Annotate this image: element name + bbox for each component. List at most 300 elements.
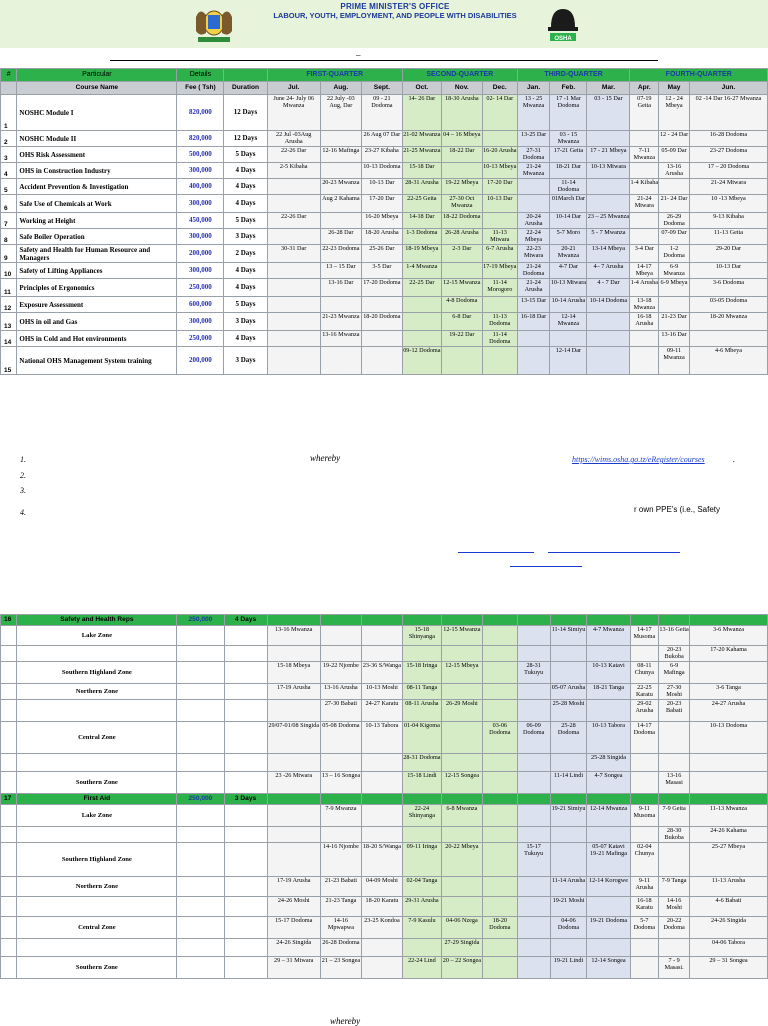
schedule-cell — [587, 347, 630, 375]
row-number — [1, 805, 17, 827]
schedule-cell: 13-16 Masasi — [659, 772, 690, 794]
schedule-cell — [482, 877, 517, 897]
schedule-cell: 20 – 22 Songea — [441, 957, 482, 979]
course-fee: 600,000 — [177, 297, 224, 313]
schedule-cell: 3-4 Dar — [630, 245, 659, 263]
schedule-cell: 02-04 Tanga — [402, 877, 441, 897]
schedule-cell — [587, 897, 630, 917]
zone-fee — [177, 805, 224, 827]
schedule-cell — [482, 772, 517, 794]
column-header: Jan. — [517, 82, 550, 95]
schedule-cell — [482, 347, 517, 375]
schedule-cell — [587, 615, 630, 626]
schedule-cell — [689, 754, 767, 772]
zone-fee — [177, 827, 224, 843]
zone-row — [1, 700, 768, 722]
schedule-cell — [441, 163, 482, 179]
schedule-cell: 18-20 Karatu — [361, 897, 402, 917]
schedule-cell: 23-27 Kibaha — [361, 147, 402, 163]
schedule-cell — [517, 646, 550, 662]
schedule-cell: 09-12 Dodoma — [402, 347, 441, 375]
schedule-cell: 1-3 Dodoma — [402, 229, 441, 245]
schedule-cell: 5 - 7 Mwanza — [587, 229, 630, 245]
note-2-number: 2. — [20, 471, 26, 480]
schedule-cell: 4– 7 Arusha — [587, 263, 630, 279]
schedule-cell: 22-26 Dar — [267, 213, 320, 229]
schedule-cell — [659, 297, 690, 313]
zone-row — [1, 843, 768, 877]
schedule-cell — [517, 331, 550, 347]
schedule-cell — [587, 827, 630, 843]
section-fee: 250,000 — [177, 794, 224, 805]
schedule-cell — [587, 794, 630, 805]
schedule-cell: 2-5 Kibaha — [267, 163, 320, 179]
schedule-cell: 3-6 Tanga — [689, 684, 767, 700]
zone-duration — [224, 772, 267, 794]
schedule-cell: 9-11 Arusha — [630, 877, 659, 897]
schedule-cell: 10-13 Mbeya — [482, 163, 517, 179]
schedule-cell: 25-28 Moshi — [550, 700, 587, 722]
link-underline — [458, 552, 534, 553]
schedule-cell: 16-20 Arusha — [482, 147, 517, 163]
zone-fee — [177, 877, 224, 897]
schedule-cell: 15-18 Dar — [402, 163, 441, 179]
zone-fee — [177, 646, 224, 662]
zone-duration — [224, 722, 267, 754]
schedule-cell: 07-19 Geita — [630, 95, 659, 131]
zone-duration — [224, 917, 267, 939]
zone-row — [1, 897, 768, 917]
schedule-cell: 19-21 Simiyu — [550, 805, 587, 827]
schedule-cell: 04-06 Dodoma — [550, 917, 587, 939]
row-number — [1, 827, 17, 843]
schedule-cell — [659, 179, 690, 195]
schedule-cell — [320, 347, 361, 375]
course-fee: 300,000 — [177, 313, 224, 331]
zone-fee — [177, 917, 224, 939]
course-row — [1, 245, 768, 263]
zone-row — [1, 939, 768, 957]
schedule-cell — [267, 827, 320, 843]
schedule-cell — [517, 195, 550, 213]
schedule-cell — [361, 646, 402, 662]
schedule-cell — [320, 213, 361, 229]
row-number — [1, 772, 17, 794]
schedule-cell — [482, 754, 517, 772]
schedule-cell: 22-23 Mtwara — [517, 245, 550, 263]
section-duration: 4 Days — [224, 615, 267, 626]
schedule-cell: 14- 26 Dar — [402, 95, 441, 131]
schedule-cell: 15-18 Mbeya — [267, 662, 320, 684]
schedule-cell: 14-17 Dodoma — [630, 722, 659, 754]
schedule-cell: 17-20 Dodoma — [361, 279, 402, 297]
schedule-cell: 16-28 Dodoma — [689, 131, 767, 147]
schedule-cell: 3-6 Dodoma — [689, 279, 767, 297]
schedule-cell: 29-31 Arusha — [402, 897, 441, 917]
letterhead — [0, 0, 768, 48]
row-number: 7 — [1, 213, 17, 229]
schedule-cell: 08-11 Arusha — [402, 700, 441, 722]
course-row — [1, 297, 768, 313]
schedule-cell: 28-31 Dodoma — [402, 754, 441, 772]
row-number — [1, 626, 17, 646]
zone-name: Central Zone — [17, 722, 177, 754]
schedule-cell: 11-14 Arusha — [550, 877, 587, 897]
schedule-cell: 23-36 S/Wanga — [361, 662, 402, 684]
section-number: 17 — [1, 794, 17, 805]
course-duration: 3 Days — [224, 313, 267, 331]
schedule-cell — [659, 754, 690, 772]
schedule-cell — [482, 615, 517, 626]
zone-row — [1, 827, 768, 843]
schedule-cell — [517, 754, 550, 772]
schedule-cell: 29 – 31 Songea — [689, 957, 767, 979]
schedule-cell — [361, 331, 402, 347]
column-header: Course Name — [17, 82, 177, 95]
schedule-cell: 27-30 Moshi — [659, 684, 690, 700]
schedule-cell — [630, 163, 659, 179]
schedule-cell: 13-18 Mwanza — [630, 297, 659, 313]
schedule-cell: 28-31 Arusha — [402, 179, 441, 195]
zone-fee — [177, 722, 224, 754]
schedule-cell: 9-13 Kibaha — [689, 213, 767, 229]
schedule-cell: 12-16 Mafinga — [320, 147, 361, 163]
footer-text: whereby — [330, 1016, 361, 1026]
schedule-cell: 14-17 Mbeya — [630, 263, 659, 279]
zone-name: Lake Zone — [17, 626, 177, 646]
schedule-cell: 14-16 Njombe — [320, 843, 361, 877]
schedule-cell: 4-6 Babati — [689, 897, 767, 917]
row-number — [1, 897, 17, 917]
schedule-cell — [482, 897, 517, 917]
schedule-cell — [320, 827, 361, 843]
course-row — [1, 131, 768, 147]
schedule-cell — [517, 347, 550, 375]
column-header: Oct. — [402, 82, 441, 95]
schedule-cell: 11-13 Dodoma — [482, 313, 517, 331]
schedule-cell: 03-06 Dodoma — [482, 722, 517, 754]
schedule-cell: 6-8 Dar — [441, 313, 482, 331]
schedule-cell — [482, 662, 517, 684]
schedule-cell — [482, 297, 517, 313]
course-name: OHS in oil and Gas — [17, 313, 177, 331]
schedule-cell: 9-11 Musoma — [630, 805, 659, 827]
row-number — [1, 917, 17, 939]
schedule-cell — [517, 626, 550, 646]
schedule-cell: 21-24 Mtwara — [630, 195, 659, 213]
schedule-cell: 15-18 Lindi — [402, 772, 441, 794]
schedule-cell: 7-9 Mwanza — [320, 805, 361, 827]
second-quarter-header: SECOND-QUARTER — [402, 69, 517, 82]
zone-duration — [224, 684, 267, 700]
section-fee: 250,000 — [177, 615, 224, 626]
schedule-cell: 17-20 Dar — [361, 195, 402, 213]
row-number: 12 — [1, 297, 17, 313]
schedule-cell: 14-16 Mpwapwa — [320, 917, 361, 939]
column-header: Jun. — [689, 82, 767, 95]
schedule-cell: 11-14 Dodoma — [482, 331, 517, 347]
schedule-cell — [267, 331, 320, 347]
course-fee: 250,000 — [177, 331, 224, 347]
schedule-cell — [361, 827, 402, 843]
schedule-cell — [320, 794, 361, 805]
zone-name — [17, 939, 177, 957]
schedule-cell: 22-26 Dar — [267, 147, 320, 163]
schedule-cell: 1-4 Mwanza — [402, 263, 441, 279]
schedule-cell — [361, 347, 402, 375]
zone-name: Southern Zone — [17, 772, 177, 794]
schedule-cell: 22 Jul -03Aug Arusha — [267, 131, 320, 147]
column-header: Aug. — [320, 82, 361, 95]
eregister-link[interactable]: https://wims.osha.go.tz/eRegister/courses — [572, 455, 705, 464]
column-header-row — [1, 82, 768, 95]
zone-name: Lake Zone — [17, 805, 177, 827]
schedule-cell — [482, 646, 517, 662]
schedule-cell — [361, 626, 402, 646]
row-number — [1, 722, 17, 754]
course-row — [1, 347, 768, 375]
schedule-cell: 22 July -03 Aug, Dar — [320, 95, 361, 131]
link-underline — [548, 552, 680, 553]
schedule-cell — [482, 805, 517, 827]
schedule-cell: 27-30 Babati — [320, 700, 361, 722]
schedule-cell: 17-19 Mbeya — [482, 263, 517, 279]
zone-name — [17, 897, 177, 917]
schedule-cell — [517, 700, 550, 722]
schedule-cell — [441, 646, 482, 662]
row-number: 13 — [1, 313, 17, 331]
schedule-cell: 16-20 Mbeya — [361, 213, 402, 229]
course-fee: 200,000 — [177, 347, 224, 375]
schedule-cell: 15-18 Shinyanga — [402, 626, 441, 646]
zone-duration — [224, 897, 267, 917]
course-row — [1, 331, 768, 347]
schedule-cell: 13-16 Arusha — [320, 684, 361, 700]
row-number: 10 — [1, 263, 17, 279]
first-quarter-header: FIRST-QUARTER — [267, 69, 402, 82]
schedule-cell: 21-02 Mwanza — [402, 131, 441, 147]
zone-row — [1, 957, 768, 979]
schedule-cell: 22-25 Dar — [402, 279, 441, 297]
schedule-cell: 17 -1 Mar Dodoma — [550, 95, 587, 131]
schedule-cell: 05-07 Katavi 19-21 Mafinga — [587, 843, 630, 877]
row-number — [1, 939, 17, 957]
schedule-cell: 11-14 Lindi — [550, 772, 587, 794]
zone-duration — [224, 700, 267, 722]
course-row — [1, 95, 768, 131]
schedule-cell: 25-28 Singida — [587, 754, 630, 772]
zone-name: Southern Zone — [17, 957, 177, 979]
schedule-cell: 06-09 Dodoma — [517, 722, 550, 754]
row-number: 9 — [1, 245, 17, 263]
zone-duration — [224, 805, 267, 827]
course-fee: 300,000 — [177, 163, 224, 179]
schedule-cell — [659, 722, 690, 754]
schedule-cell — [402, 331, 441, 347]
schedule-cell: 21-24 Mwanza — [517, 163, 550, 179]
schedule-cell: 21- 24 Dar — [659, 195, 690, 213]
schedule-cell: 1-4 Arusha — [630, 279, 659, 297]
zone-row — [1, 722, 768, 754]
schedule-cell — [550, 615, 587, 626]
schedule-cell — [517, 615, 550, 626]
course-name: Safe Boiler Operation — [17, 229, 177, 245]
schedule-cell — [267, 179, 320, 195]
column-header: Dec. — [482, 82, 517, 95]
schedule-cell — [517, 917, 550, 939]
schedule-cell: 01March Dar — [550, 195, 587, 213]
course-name: OHS in Cold and Hot environments — [17, 331, 177, 347]
zone-duration — [224, 957, 267, 979]
column-header: Sept. — [361, 82, 402, 95]
course-name: Safety of Lifting Appliances — [17, 263, 177, 279]
schedule-cell: 27-31 Dodoma — [517, 147, 550, 163]
zone-row — [1, 662, 768, 684]
zone-name — [17, 646, 177, 662]
schedule-cell: 12-15 Mbeya — [441, 662, 482, 684]
schedule-cell: 23-25 Kondoa — [361, 917, 402, 939]
schedule-cell: 18-20 S/Wanga — [361, 843, 402, 877]
zonal-schedule-table — [0, 614, 768, 979]
schedule-cell: 12 - 24 Mbeya — [659, 95, 690, 131]
course-duration: 3 Days — [224, 347, 267, 375]
schedule-cell — [517, 939, 550, 957]
course-duration: 5 Days — [224, 297, 267, 313]
row-number: 6 — [1, 195, 17, 213]
third-quarter-header: THIRD-QUARTER — [517, 69, 630, 82]
schedule-cell: 6-7 Arusha — [482, 245, 517, 263]
zone-name: Southern Highland Zone — [17, 662, 177, 684]
schedule-cell: 04-06 Nzega — [441, 917, 482, 939]
schedule-cell — [659, 615, 690, 626]
schedule-cell: 7-9 Tanga — [659, 877, 690, 897]
schedule-cell: 18-20 Dodoma — [361, 313, 402, 331]
schedule-cell: 29/07-01/08 Singida — [267, 722, 320, 754]
schedule-cell: 20-21 Mwanza — [550, 245, 587, 263]
schedule-cell — [517, 877, 550, 897]
schedule-cell: 15-17 Dodoma — [267, 917, 320, 939]
schedule-cell: 04-06 Tabora — [689, 939, 767, 957]
zone-name: Southern Highland Zone — [17, 843, 177, 877]
schedule-cell: 22-24 Shinyanga — [402, 805, 441, 827]
course-name: OHS Risk Assessment — [17, 147, 177, 163]
schedule-cell — [267, 229, 320, 245]
schedule-cell: 11-13 Mwanza — [689, 805, 767, 827]
schedule-cell: 11-14 Morogoro — [482, 279, 517, 297]
row-number: 2 — [1, 131, 17, 147]
course-duration: 12 Days — [224, 131, 267, 147]
schedule-cell: 13 - 25 Mwanza — [517, 95, 550, 131]
schedule-cell: 03 - 15 Mwanza — [550, 131, 587, 147]
course-name: OHS in Construction Industry — [17, 163, 177, 179]
schedule-cell: 12-14 Korogwe — [587, 877, 630, 897]
schedule-cell: 21-24 Mtwara — [689, 179, 767, 195]
schedule-cell — [689, 662, 767, 684]
zone-fee — [177, 939, 224, 957]
row-number: 11 — [1, 279, 17, 297]
schedule-cell: 12 - 24 Dar — [659, 131, 690, 147]
zone-duration — [224, 662, 267, 684]
schedule-cell: 24-26 Singida — [267, 939, 320, 957]
schedule-cell — [587, 700, 630, 722]
schedule-cell: 19-22 Dar — [441, 331, 482, 347]
zone-name — [17, 827, 177, 843]
note-1-end: . — [733, 455, 735, 464]
schedule-cell — [659, 843, 690, 877]
schedule-cell: 18-20 Arusha — [361, 229, 402, 245]
schedule-cell: 18-19 Mbeya — [402, 245, 441, 263]
schedule-cell — [630, 347, 659, 375]
schedule-cell: 21-23 Tanga — [320, 897, 361, 917]
row-number — [1, 843, 17, 877]
schedule-cell — [320, 297, 361, 313]
schedule-cell: 13-16 Dar — [659, 331, 690, 347]
schedule-cell: 10 -13 Mbeya — [689, 195, 767, 213]
zone-row — [1, 754, 768, 772]
course-row — [1, 229, 768, 245]
schedule-cell: 10-13 Tabora — [361, 722, 402, 754]
zone-fee — [177, 843, 224, 877]
schedule-cell: 23-27 Dodoma — [689, 147, 767, 163]
zone-row — [1, 805, 768, 827]
row-number — [1, 700, 17, 722]
schedule-cell: 17 - 21 Mbeya — [587, 147, 630, 163]
schedule-cell: 17-19 Arusha — [267, 877, 320, 897]
schedule-cell — [402, 646, 441, 662]
row-number: 1 — [1, 95, 17, 131]
schedule-cell — [482, 131, 517, 147]
schedule-cell: 27-29 Singida — [441, 939, 482, 957]
row-number — [1, 877, 17, 897]
course-duration: 4 Days — [224, 195, 267, 213]
note-4-text: r own PPE's (i.e., Safety — [634, 505, 721, 514]
schedule-cell — [517, 805, 550, 827]
schedule-cell: 23 -26 Mtwara — [267, 772, 320, 794]
schedule-cell: 13 – 16 Songea — [320, 772, 361, 794]
schedule-cell — [441, 794, 482, 805]
schedule-cell: 1-2 Dodoma — [659, 245, 690, 263]
schedule-cell — [550, 939, 587, 957]
schedule-cell: 7-9 Geita — [659, 805, 690, 827]
row-number — [1, 957, 17, 979]
schedule-cell: 14-16 Moshi — [659, 897, 690, 917]
schedule-cell — [630, 229, 659, 245]
section-duration: 3 Days — [224, 794, 267, 805]
course-duration: 4 Days — [224, 163, 267, 179]
schedule-cell: 4-7 Mwanza — [587, 626, 630, 646]
schedule-cell — [517, 772, 550, 794]
course-row — [1, 163, 768, 179]
zone-fee — [177, 662, 224, 684]
schedule-cell — [320, 626, 361, 646]
schedule-cell: 12-14 Dar — [550, 347, 587, 375]
course-row — [1, 279, 768, 297]
schedule-cell: 09-11 Iringa — [402, 843, 441, 877]
zone-fee — [177, 957, 224, 979]
zone-row — [1, 684, 768, 700]
schedule-cell: 18-22 Dodoma — [441, 213, 482, 229]
zone-row — [1, 646, 768, 662]
schedule-cell: 26-28 Arusha — [441, 229, 482, 245]
zone-fee — [177, 700, 224, 722]
course-row — [1, 263, 768, 279]
schedule-cell — [550, 843, 587, 877]
schedule-cell: 29 – 31 Mtwara — [267, 957, 320, 979]
schedule-cell — [441, 897, 482, 917]
schedule-cell — [482, 794, 517, 805]
section-name: First Aid — [17, 794, 177, 805]
schedule-cell: 10-13 Mtwara — [550, 279, 587, 297]
